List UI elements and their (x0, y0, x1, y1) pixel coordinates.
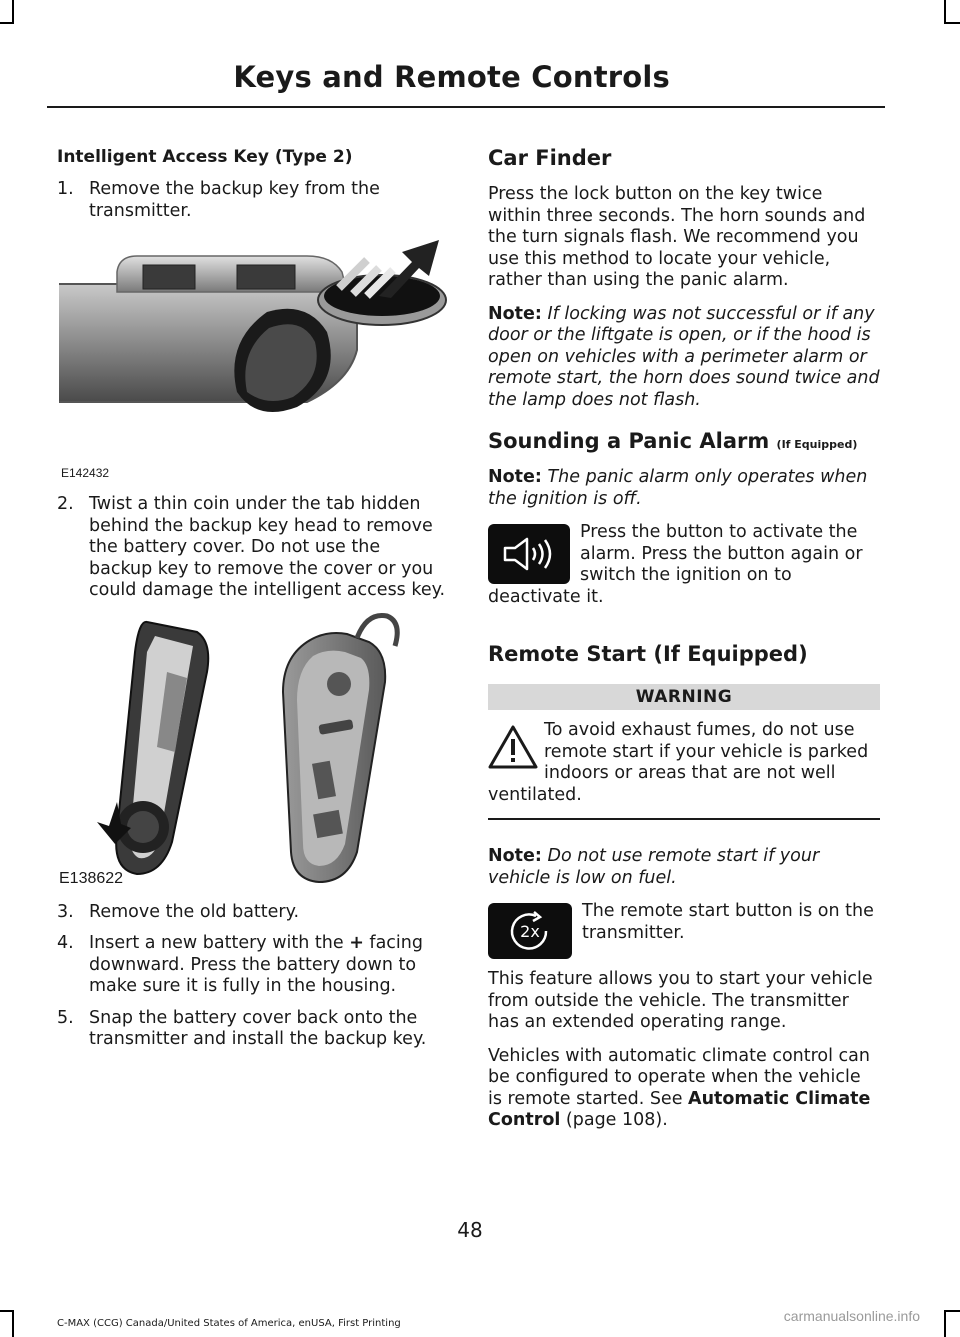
section-heading-intelligent-access-key: Intelligent Access Key (Type 2) (57, 147, 353, 167)
backup-key-illustration (57, 232, 447, 482)
heading-car-finder: Car Finder (488, 146, 612, 170)
watermark: carmanualsonline.info (783, 1308, 920, 1324)
heading-panic-alarm (488, 429, 880, 453)
note-text: Do not use remote start if your vehicle is low on fuel. (488, 846, 820, 888)
remote-start-body-1: This feature allows you to start your vehicle from outside the vehicle. The transmitter has an extended operating range. (488, 969, 873, 1032)
step-5 (57, 1008, 447, 1051)
car-finder-body: Press the lock button on the key twice within three seconds. The horn sounds and the turn signals flash. We recommend you use this method to locate your vehicle, rather than using the panic alarm. (488, 184, 866, 290)
steps-list-part1 (57, 179, 447, 222)
figure-backup-key-removal (57, 232, 447, 482)
figure-code: E142432 (61, 466, 110, 480)
step-number: 3. (57, 901, 74, 922)
heading-suffix: (If Equipped) (776, 438, 858, 451)
remote-start-note (488, 846, 880, 889)
transmitter-open-illustration (57, 612, 447, 890)
step-4 (57, 933, 447, 998)
left-column (57, 142, 447, 1061)
cross-reference-link[interactable]: Automatic Climate Control (488, 1088, 871, 1130)
plus-symbol: + (349, 933, 364, 953)
right-column (488, 142, 880, 1144)
step-text: Twist a thin coin under the tab hidden behind the backup key head to remove the battery cover. Do not use the backup key to remove the cover or you could damage the intelligent access key. (89, 494, 446, 600)
remote-start-icon-text: The remote start button is on the transmitter. (582, 901, 874, 943)
step-text: Remove the backup key from the transmitter. (89, 179, 380, 221)
crop-mark (12, 1310, 14, 1337)
remote-start-icon-row (488, 901, 880, 959)
step-3 (57, 902, 447, 924)
step-text-after: facing downward. Press the battery down to make sure it is fully in the housing. (89, 933, 423, 996)
crop-mark (944, 0, 946, 24)
step-number: 1. (57, 179, 74, 199)
page-number: 48 (457, 1218, 483, 1242)
figure-battery-cover (57, 612, 447, 890)
step-1 (57, 179, 447, 222)
steps-list-part3 (57, 902, 447, 1051)
note-label: Note: (488, 303, 542, 324)
step-text: Snap the battery cover back onto the transmitter and install the backup key. (89, 1007, 427, 1049)
panic-body: Press the button to activate the alarm. Press the button again or switch the ignition on to deactivate it. (488, 522, 863, 607)
steps-list-part2 (57, 494, 447, 602)
warning-row (488, 720, 880, 820)
step-number: 5. (57, 1007, 74, 1028)
remote-start-2x-icon (488, 903, 572, 959)
horn-speaker-icon (488, 524, 570, 584)
panic-note (488, 467, 880, 510)
warning-triangle-icon (488, 724, 538, 770)
crop-mark (0, 22, 14, 24)
crop-mark (944, 22, 960, 24)
crop-mark (944, 1310, 960, 1312)
warning-bar: WARNING (488, 684, 880, 710)
icon-label: 2x (520, 922, 540, 941)
step-text-before: Insert a new battery with the (89, 933, 350, 953)
step-text: Remove the old battery. (89, 901, 300, 922)
step-number: 4. (57, 933, 74, 953)
note-label: Note: (488, 846, 542, 866)
crop-mark (12, 0, 14, 24)
footer-text: C-MAX (CCG) Canada/United States of America, enUSA, First Printing (57, 1318, 401, 1329)
step-number: 2. (57, 494, 74, 514)
crop-mark (944, 1310, 946, 1337)
page-title: Keys and Remote Controls (233, 60, 670, 94)
heading-remote-start: Remote Start (If Equipped) (488, 642, 808, 666)
body-text: Vehicles with automatic climate control can be configured to operate when the vehicle is remote started. See (488, 1045, 870, 1109)
remote-start-body-2 (488, 1046, 880, 1132)
crop-mark (0, 1310, 14, 1312)
note-label: Note: (488, 467, 542, 487)
heading-text: Sounding a Panic Alarm (488, 429, 770, 453)
note-text: If locking was not successful or if any door or the liftgate is open, or if the hood is open on vehicles with a perimeter alarm or remote start, the horn does sound twice and the lamp does not flash. (488, 303, 880, 410)
step-2 (57, 494, 447, 602)
warning-text: To avoid exhaust fumes, do not use remote start if your vehicle is parked indoors or areas that are not well ventilated. (488, 720, 869, 805)
note-text: The panic alarm only operates when the ignition is off. (488, 467, 868, 509)
body-text: (page 108). (560, 1110, 668, 1130)
panic-icon-row (488, 522, 880, 620)
header-rule (47, 106, 885, 108)
car-finder-note (488, 304, 880, 412)
figure-code: E138622 (59, 869, 124, 887)
